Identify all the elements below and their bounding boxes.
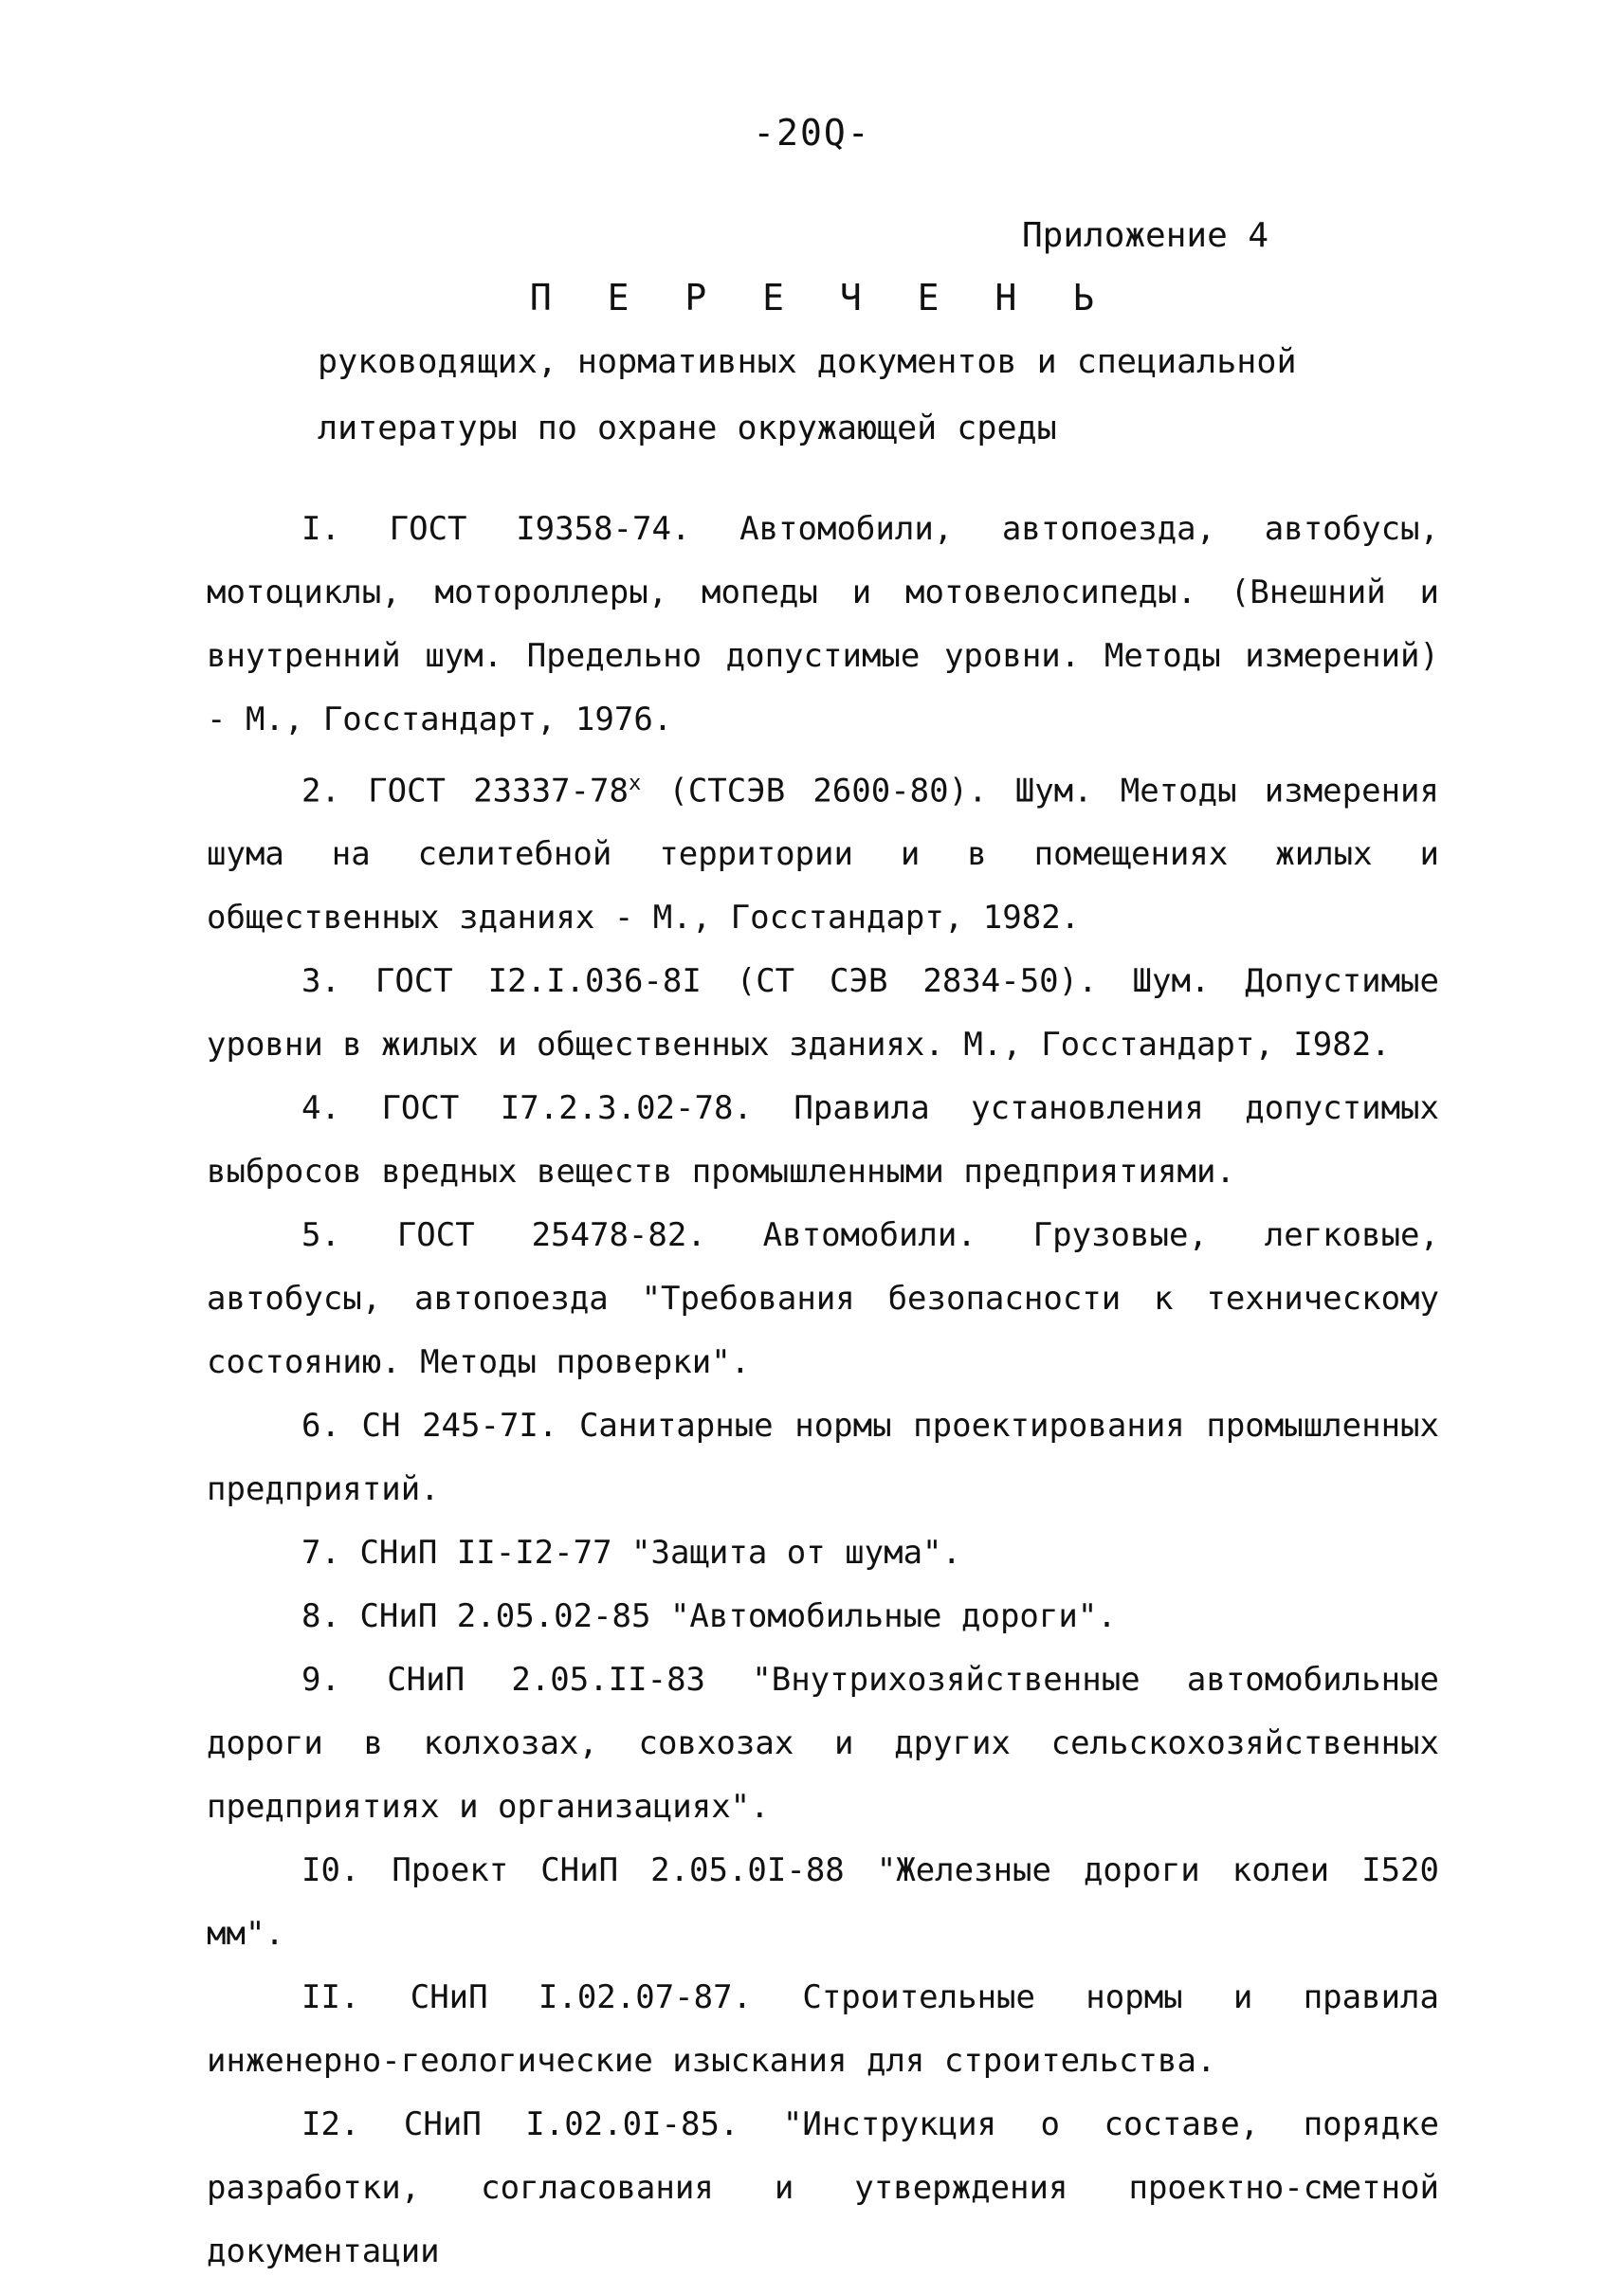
item-text: СНиП 2.05.02-85 "Автомобильные дороги". bbox=[359, 1597, 1117, 1636]
item-number: I. bbox=[301, 510, 340, 548]
item-number: 6. bbox=[301, 1407, 340, 1446]
item-number: 9. bbox=[301, 1661, 340, 1700]
document-subtitle-line-2: литературы по охране окружающей среды bbox=[318, 410, 1057, 447]
list-item bbox=[207, 1648, 1439, 1839]
list-item bbox=[207, 498, 1439, 752]
appendix-label: Приложение 4 bbox=[1022, 216, 1269, 255]
item-text: СНиП I.02.0I-85. "Инструкция о составе, порядке разработки, согласования и утверждения проектно-сметной документации bbox=[207, 2105, 1439, 2271]
list-item bbox=[207, 1521, 1439, 1585]
list-item bbox=[207, 950, 1439, 1077]
item-number: I0. bbox=[301, 1851, 360, 1890]
item-number: 3. bbox=[301, 962, 340, 1001]
item-text: ГОСТ I9358-74. Автомобили, автопоезда, автобусы, мотоциклы, мотороллеры, мопеды и мотовелосипеды. (Внешний и внутренний шум. Предельно допустимые уровни. Методы измерений) - М., Госстандарт, 1976. bbox=[207, 510, 1439, 738]
item-text: ГОСТ I7.2.3.02-78. Правила установления допустимых выбросов вредных веществ промышленными предприятиями. bbox=[207, 1089, 1439, 1192]
list-item bbox=[207, 752, 1439, 950]
item-number: 2. bbox=[301, 772, 340, 811]
list-item bbox=[207, 2093, 1439, 2284]
item-number: I2. bbox=[301, 2105, 360, 2144]
item-text: СН 245-7I. Санитарные нормы проектирования промышленных предприятий. bbox=[207, 1407, 1439, 1509]
document-subtitle-line-1: руководящих, нормативных документов и специальной bbox=[318, 343, 1297, 381]
list-item bbox=[207, 1077, 1439, 1204]
item-number: 7. bbox=[301, 1534, 340, 1573]
item-text: ГОСТ I2.I.036-8I (СТ СЭВ 2834-50). Шум. Допустимые уровни в жилых и общественных зданиях. М., Госстандарт, I982. bbox=[207, 962, 1439, 1065]
page-number: -20Q- bbox=[753, 112, 871, 154]
list-item bbox=[207, 1839, 1439, 1966]
list-item bbox=[207, 1585, 1439, 1648]
reference-list bbox=[207, 498, 1439, 2284]
item-text: Проект СНиП 2.05.0I-88 "Железные дороги колеи I520 мм". bbox=[207, 1851, 1439, 1954]
item-text: (СТСЭВ 2600-80). Шум. Методы измерения шума на селитебной территории и в помещениях жилых и общественных зданиях - М., Госстандарт, 1982. bbox=[207, 772, 1439, 938]
item-text: СНиП I.02.07-87. Строительные нормы и правила инженерно-геологические изыскания для строительства. bbox=[207, 1978, 1439, 2081]
list-item bbox=[207, 1204, 1439, 1394]
item-text: СНиП II-I2-77 "Защита от шума". bbox=[359, 1534, 961, 1573]
item-text: ГОСТ 23337-78 bbox=[368, 772, 629, 811]
list-item bbox=[207, 1394, 1439, 1521]
item-text: СНиП 2.05.II-83 "Внутрихозяйственные автомобильные дороги в колхозах, совхозах и других сельскохозяйственных предприятиях и организациях". bbox=[207, 1661, 1439, 1827]
document-title: П Е Р Е Ч Е Н Ь bbox=[529, 277, 1112, 319]
item-text: ГОСТ 25478-82. Автомобили. Грузовые, легковые, автобусы, автопоезда "Требования безопасности к техническому состоянию. Методы проверки". bbox=[207, 1216, 1439, 1382]
item-number: 4. bbox=[301, 1089, 340, 1128]
list-item bbox=[207, 1966, 1439, 2093]
item-superscript: х bbox=[628, 772, 642, 795]
item-number: 5. bbox=[301, 1216, 340, 1255]
item-number: II. bbox=[301, 1978, 360, 2017]
item-number: 8. bbox=[301, 1597, 340, 1636]
